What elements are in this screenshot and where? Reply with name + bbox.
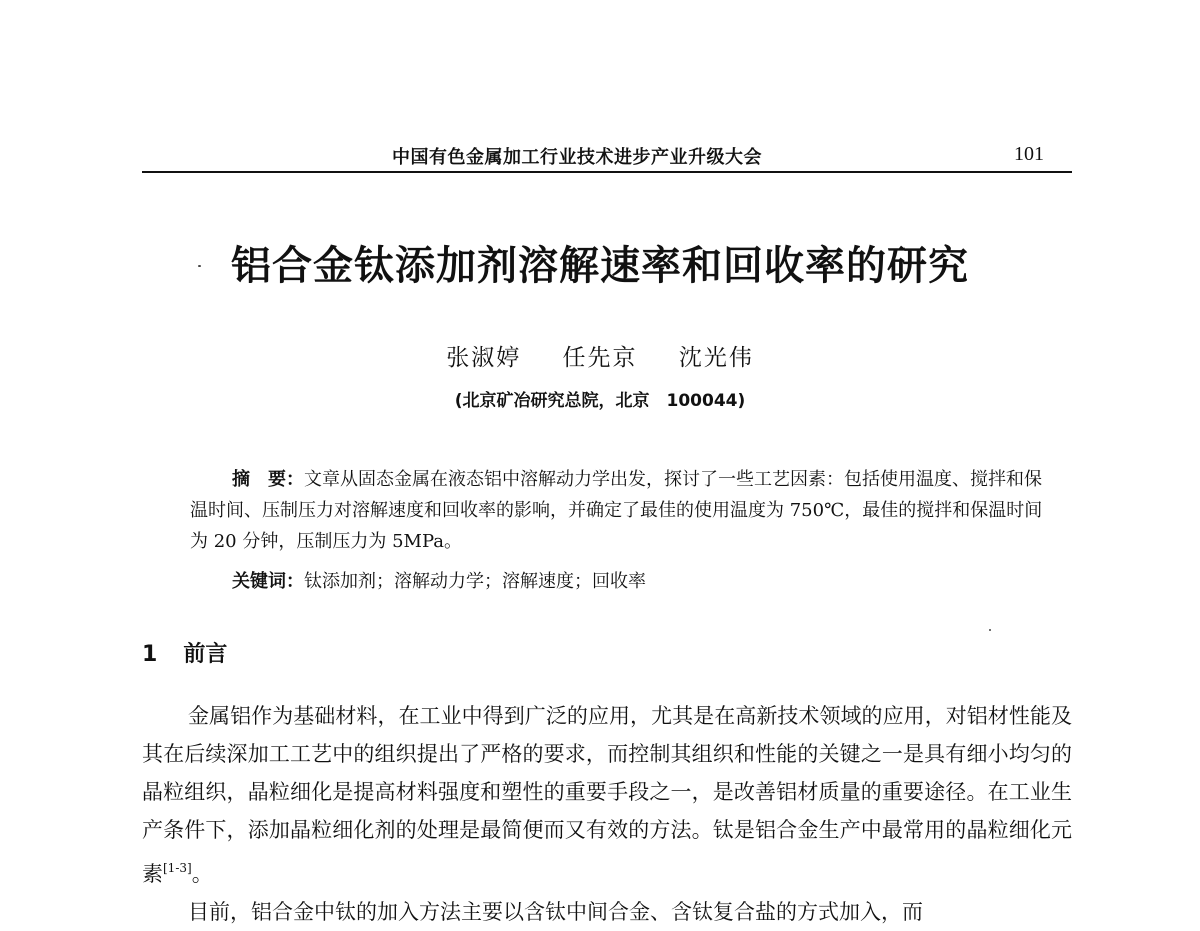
paragraph-text: 目前，铝合金中钛的加入方法主要以含钛中间合金、含钛复合盐的方式加入，而 (188, 900, 923, 924)
keywords (190, 566, 1050, 597)
section-number: 1 (142, 642, 158, 667)
running-header (142, 141, 1072, 173)
author-name: 任先京 (562, 345, 638, 371)
affiliation: (北京矿冶研究总院，北京 100044) (454, 391, 746, 411)
abstract-label: 摘 要： (232, 469, 304, 490)
body-paragraph (142, 893, 1072, 931)
keywords-label: 关键词： (232, 571, 304, 592)
page-number: 101 (1014, 143, 1044, 165)
paragraph-end: 。 (191, 862, 213, 886)
scan-speck (989, 629, 991, 631)
paragraph-text: 金属铝作为基础材料，在工业中得到广泛的应用，尤其是在高新技术领域的应用，对铝材性能及其在后续深加工工艺中的组织提出了严格的要求，而控制其组织和性能的关键之一是具有细小均匀的晶粒组织，晶粒细化是提高材料强度和塑性的重要手段之一，是改善铝材质量的重要途径。在工业生产条件下，添加晶粒细化剂的处理是最简便而又有效的方法。钛是铝合金生产中最常用的晶粒细化元素 (142, 704, 1072, 886)
section-title: 前言 (183, 642, 228, 667)
body-text (142, 697, 1072, 931)
paper-title: 铝合金钛添加剂溶解速率和回收率的研究 (231, 242, 969, 289)
keywords-text: 钛添加剂；溶解动力学；溶解速度；回收率 (304, 571, 646, 592)
scan-speck (198, 265, 201, 267)
author-name: 沈光伟 (678, 345, 754, 371)
author-name: 张淑婷 (446, 345, 522, 371)
body-paragraph (142, 697, 1072, 893)
abstract-text: 文章从固态金属在液态铝中溶解动力学出发，探讨了一些工艺因素：包括使用温度、搅拌和保温时间、压制压力对溶解速度和回收率的影响，并确定了最佳的使用温度为 750℃，最佳的搅拌和保温时间为 20 分钟，压制压力为 5MPa。 (190, 469, 1043, 552)
author-list (0, 339, 1200, 372)
conference-name: 中国有色金属加工行业技术进步产业升级大会 (392, 147, 762, 168)
abstract-block (190, 464, 1050, 597)
abstract (190, 464, 1050, 557)
section-heading (142, 637, 227, 668)
citation: [1-3] (163, 861, 192, 875)
